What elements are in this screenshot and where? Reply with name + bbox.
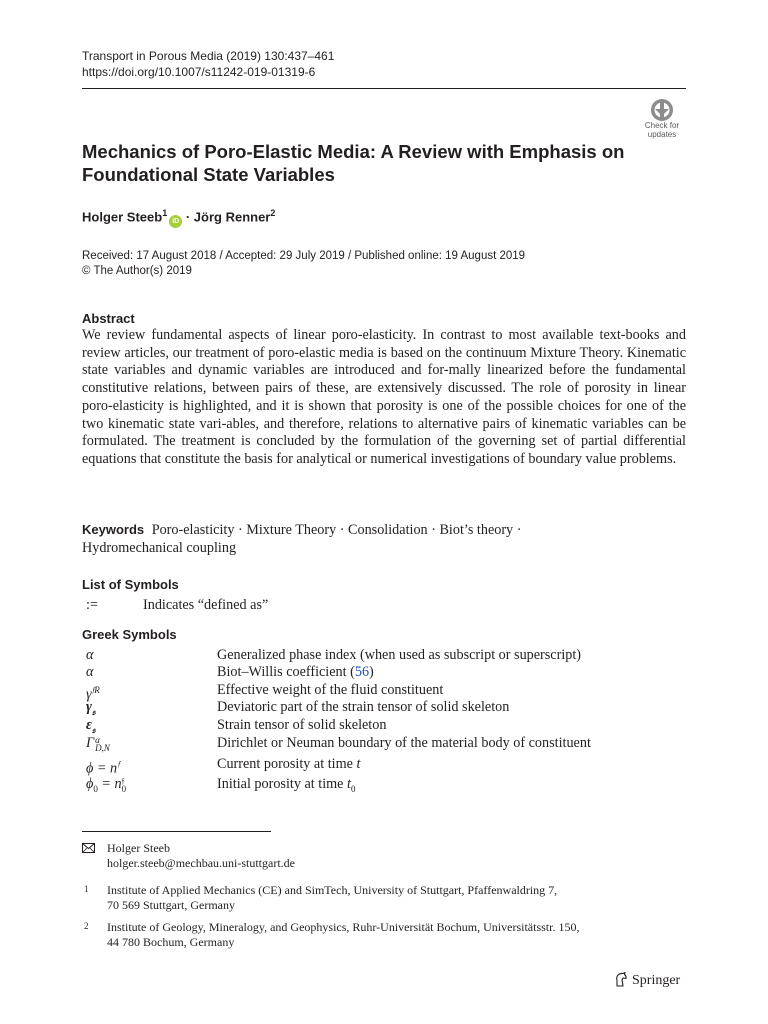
symbol-definition: Dirichlet or Neuman boundary of the material body of constituent [217,735,591,751]
copyright-line: © The Author(s) 2019 [82,265,192,277]
affiliation: Institute of Geology, Mineralogy, and Geophysics, Ruhr-Universität Bochum, Universitätsstr. 150, 44 780 Bochum, Germany [107,920,580,949]
symbol: Γ α D,N [86,734,110,753]
keywords-line-2: Hydromechanical coupling [82,540,237,556]
greek-symbols-heading: Greek Symbols [82,627,177,642]
symbol-row [82,775,686,793]
symbol: := [86,597,98,613]
journal-header [82,48,334,80]
symbol-row [82,755,686,777]
list-of-symbols-heading: List of Symbols [82,577,179,592]
abstract-text: We review fundamental aspects of linear poro-elasticity. In contrast to most available text-books and review articles, our treatment of poro-elastic media is based on the continuum Mixture Theory. Kinematic state variables and dynamic variables are introduced and for-mally linearized before the fundamental constitutive relations, between pairs of these, are extensively discussed. The role of porosity in linear poro-elasticity is highlighted, and it is shown that porosity is one of the possible choices for one of the two kinematic state vari-ables, and therefore, relations to alternative pairs of kinematic variables can be formulated. The treatment is concluded by the formulation of the governing set of partial differential equations that constitute the basis for analytical or numerical investigations of boundary value problems. [82,327,686,467]
affiliation-number: 1 [84,884,89,894]
keywords-line-1: Poro-elasticity · Mixture Theory · Consolidation · Biot’s theory · [151,522,522,538]
publication-dates [82,249,525,279]
author-name[interactable]: Holger Steeb [82,209,163,225]
corresponding-email[interactable]: holger.steeb@mechbau.uni-stuttgart.de [107,856,295,870]
symbol-definition: Generalized phase index (when used as subscript or superscript) [217,647,582,663]
dates-line: Received: 17 August 2018 / Accepted: 29 July 2019 / Published online: 19 August 2019 [82,250,526,262]
symbol-row [82,646,686,664]
corresponding-author [107,841,295,871]
symbol: $\varepsilon_𝔰$ [86,717,96,735]
header-divider [82,88,686,89]
affiliation-marker: 2 [270,208,276,218]
symbol-definition: Biot–Willis coefficient (56) [217,664,374,680]
symbol-row [82,734,686,752]
keywords [82,521,686,557]
springer-horse-icon [614,972,628,987]
keywords-label: Keywords [82,522,145,537]
author-separator: · [185,209,191,225]
orcid-icon[interactable]: iD [169,215,182,228]
symbol-definition: Effective weight of the fluid constituent [217,682,444,698]
symbol: $\gamma^{𝔣R}$ [86,685,100,703]
footnote-divider [82,831,271,832]
doi-link[interactable]: https://doi.org/10.1007/s11242-019-01319-6 [82,65,316,79]
symbol: $\phi_0 = n$ 𝔣 0 [86,775,127,794]
symbol: α [86,647,94,663]
symbol-row [82,698,686,716]
corresponding-name: Holger Steeb [107,841,170,855]
paper-title: Mechanics of Poro-Elastic Media: A Review with Emphasis on Foundational State Variables [82,141,625,185]
affiliation: Institute of Applied Mechanics (CE) and SimTech, University of Stuttgart, Pfaffenwaldring 7, 70 569 Stuttgart, Germany [107,883,558,912]
journal-citation: Transport in Porous Media (2019) 130:437–461 [82,49,335,63]
symbol-definition: Deviatoric part of the strain tensor of solid skeleton [217,699,510,715]
symbol-definition: Strain tensor of solid skeleton [217,717,387,733]
symbol-definition: Indicates “defined as” [143,597,269,613]
symbol-definition: Initial porosity at time $t_0$ [217,776,356,794]
affiliation-number: 2 [84,921,89,931]
symbol-row [82,596,686,614]
author-name[interactable]: Jörg Renner [193,209,271,225]
symbol-row [82,681,686,703]
badge-line-1: Check for [644,121,680,130]
envelope-icon[interactable] [82,843,95,853]
publisher-name: Springer [632,973,681,988]
badge-line-2: updates [647,129,677,139]
symbol: $\phi = n^𝔣$ [86,759,120,777]
springer-logo [614,971,680,991]
symbol-row [82,663,686,681]
equation-reference-link[interactable]: 56 [354,664,370,680]
abstract-heading: Abstract [82,311,135,326]
symbol: $\gamma_𝔰$ [86,699,96,717]
symbol-definition: Current porosity at time t [217,756,361,772]
symbol: α [86,664,94,680]
affiliation-marker: 1 [162,208,168,218]
symbol-row [82,716,686,734]
author-line [82,208,275,228]
check-for-updates-badge[interactable] [636,98,688,146]
